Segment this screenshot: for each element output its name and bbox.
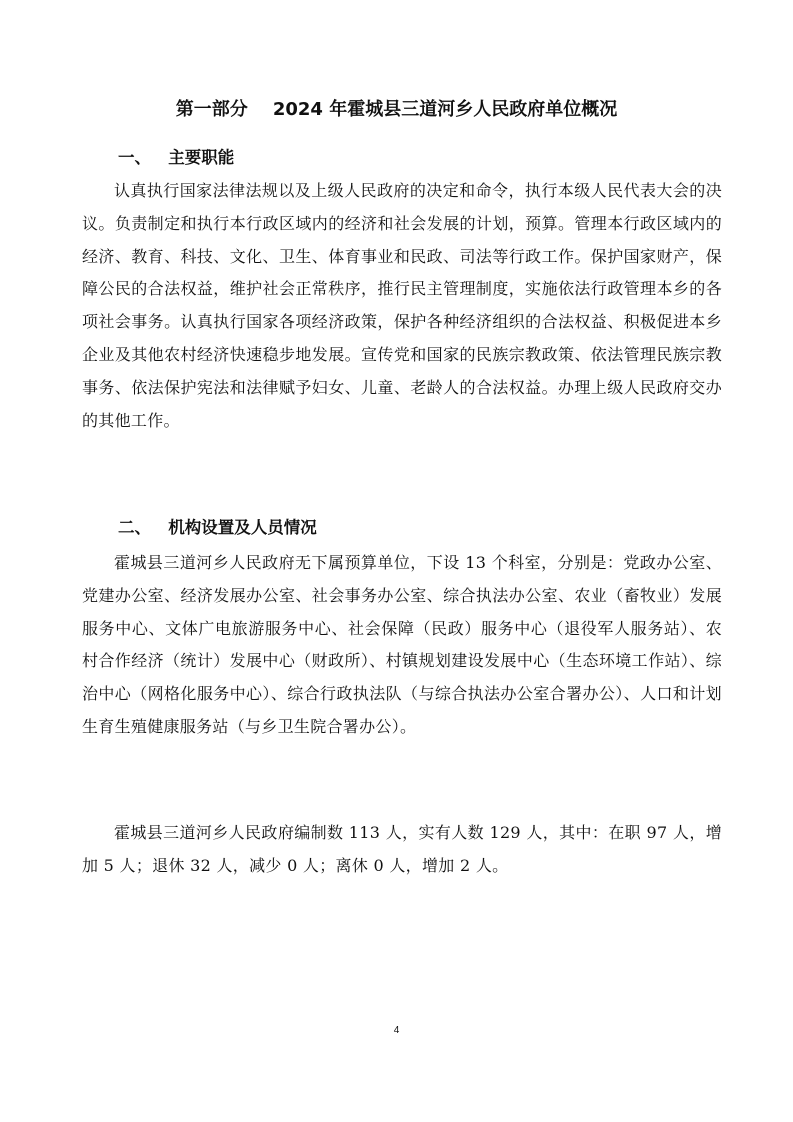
section-heading-main-functions: 一、 主要职能 [118,148,235,167]
section-heading-organization-staffing: 二、 机构设置及人员情况 [118,518,317,537]
paragraph-main-functions: 认真执行国家法律法规以及上级人民政府的决定和命令，执行本级人民代表大会的决议。负责制定和执行本行政区域内的经济和社会发展的计划，预算。管理本行政区域内的经济、教育、科技、文化、卫生、体育事业和民政、司法等行政工作。保护国家财产，保障公民的合法权益，维护社会正常秩序，推行民主管理制度，实施依法行政管理本乡的各项社会事务。认真执行国家各项经济政策，保护各种经济组织的合法权益、积极促进本乡企业及其他农村经济快速稳步地发展。宣传党和国家的民族宗教政策、依法管理民族宗教事务、依法保护宪法和法律赋予妇女、儿童、老龄人的合法权益。办理上级人民政府交办的其他工作。 [82,181,722,430]
page-number: 4 [393,1025,400,1036]
paragraph-staffing: 霍城县三道河乡人民政府编制数 113 人，实有人数 129 人，其中：在职 97 人，增加 5 人；退休 32 人，减少 0 人；离休 0 人，增加 2 人。 [82,823,722,875]
document-title: 第一部分 2024 年霍城县三道河乡人民政府单位概况 [175,99,618,120]
paragraph-organization: 霍城县三道河乡人民政府无下属预算单位，下设 13 个科室，分别是：党政办公室、党建办公室、经济发展办公室、社会事务办公室、综合执法办公室、农业（畜牧业）发展服务中心、文体广电旅游服务中心、社会保障（民政）服务中心（退役军人服务站）、农村合作经济（统计）发展中心（财政所）、村镇规划建设发展中心（生态环境工作站）、综治中心（网格化服务中心）、综合行政执法队（与综合执法办公室合署办公）、人口和计划生育生殖健康服务站（与乡卫生院合署办公）。 [82,553,722,736]
